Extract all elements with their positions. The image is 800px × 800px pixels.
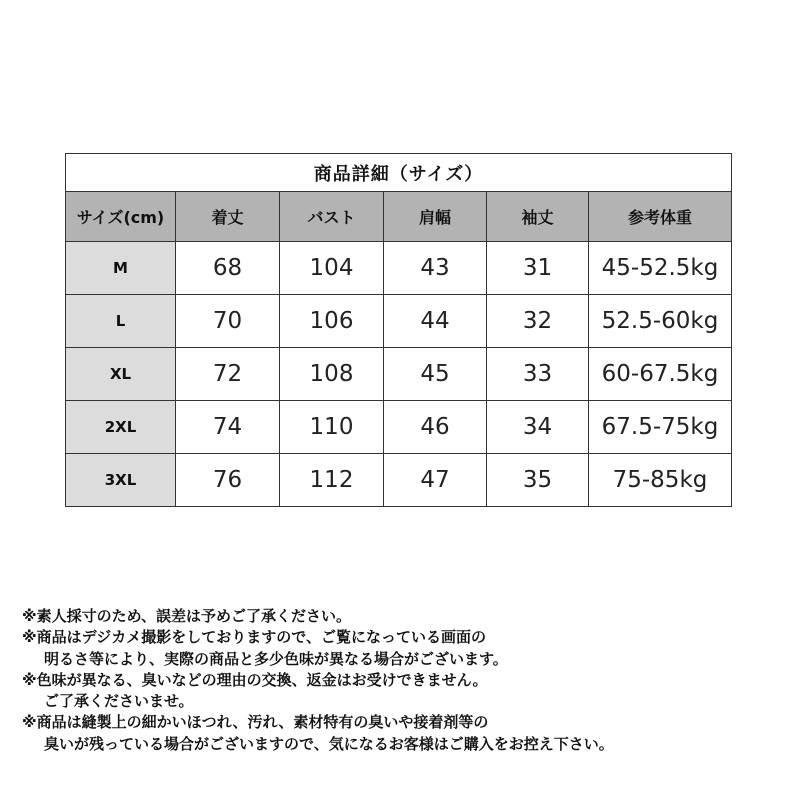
note-line: ※商品はデジカメ撮影をしておりますので、ご覧になっている画面の	[22, 628, 486, 647]
table-row	[66, 295, 731, 348]
header-weight: 参考体重	[627, 208, 692, 227]
size-label: M	[66, 242, 176, 294]
note-line: 臭いが残っている場合がございますので、気になるお客様はご購入をお控え下さい。	[44, 734, 614, 753]
weight-value: 67.5-75kg	[589, 401, 731, 453]
bust-value: 110	[280, 401, 384, 453]
shoulder-value: 45	[384, 348, 487, 400]
note-line: 明るさ等により、実際の商品と多少色味が異なる場合がございます。	[44, 649, 508, 668]
header-bust: バスト	[280, 192, 384, 241]
header-length: 着丈	[176, 192, 280, 241]
bust-value: 112	[280, 454, 384, 506]
note-line: ※商品は縫製上の細かいほつれ、汚れ、素材特有の臭いや接着剤等の	[22, 713, 489, 732]
table-header-row	[66, 192, 731, 242]
note-line: ※素人採寸のため、誤差は予めご了承ください。	[22, 607, 351, 625]
table-row	[66, 401, 731, 454]
length-value: 72	[176, 348, 280, 400]
length-value: 76	[176, 454, 280, 506]
size-label: 2XL	[66, 401, 176, 453]
notes-section	[22, 606, 792, 755]
weight-value: 75-85kg	[589, 454, 731, 506]
length-value: 68	[176, 242, 280, 294]
weight-value: 45-52.5kg	[589, 242, 731, 294]
shoulder-value: 46	[384, 401, 487, 453]
length-value: 74	[176, 401, 280, 453]
size-label: XL	[66, 348, 176, 400]
weight-value: 60-67.5kg	[589, 348, 731, 400]
length-value: 70	[176, 295, 280, 347]
table-row	[66, 348, 731, 401]
sleeve-value: 32	[487, 295, 589, 347]
note-line: ※色味が異なる、臭いなどの理由の交換、返金はお受けできません。	[22, 670, 488, 689]
size-label: L	[66, 295, 176, 347]
sleeve-value: 35	[487, 454, 589, 506]
bust-value: 108	[280, 348, 384, 400]
sleeve-value: 33	[487, 348, 589, 400]
sleeve-value: 34	[487, 401, 589, 453]
shoulder-value: 47	[384, 454, 487, 506]
header-size: サイズ(cm)	[66, 192, 176, 241]
sleeve-value: 31	[487, 242, 589, 294]
header-shoulder: 肩幅	[384, 192, 487, 241]
table-title: 商品詳細（サイズ）	[66, 154, 731, 192]
size-label: 3XL	[66, 454, 176, 506]
table-row	[66, 454, 731, 506]
size-chart-table	[65, 153, 732, 507]
bust-value: 106	[280, 295, 384, 347]
header-sleeve: 袖丈	[487, 192, 589, 241]
weight-value: 52.5-60kg	[589, 295, 731, 347]
shoulder-value: 44	[384, 295, 487, 347]
bust-value: 104	[280, 242, 384, 294]
shoulder-value: 43	[384, 242, 487, 294]
note-line: ご了承くださいませ。	[44, 692, 194, 711]
table-row	[66, 242, 731, 295]
